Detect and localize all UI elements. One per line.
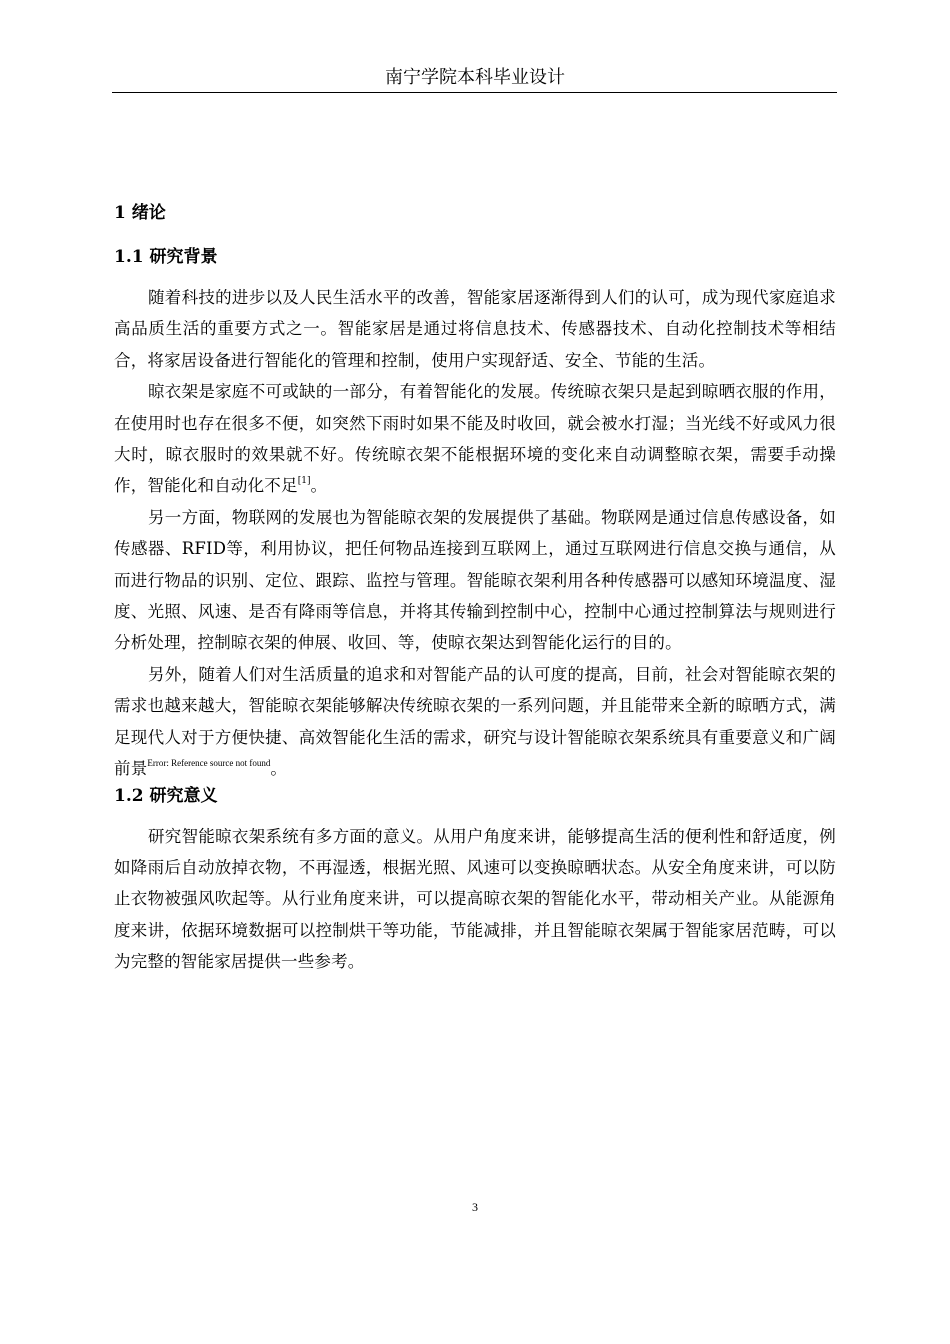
- running-header: 南宁学院本科毕业设计: [385, 67, 565, 88]
- page-number: 3: [472, 1200, 478, 1214]
- section-heading-significance: 1.2 研究意义: [114, 785, 218, 806]
- page-content: [114, 202, 836, 978]
- header-rule: [112, 92, 837, 93]
- paragraph: [114, 282, 836, 376]
- paragraph: [114, 659, 836, 785]
- paragraph-text: 另一方面，物联网的发展也为智能晾衣架的发展提供了基础。物联网是通过信息传感设备，如传感器、RFID等，利用协议，把任何物品连接到互联网上，通过互联网进行信息交换与通信，从而进行物品的识别、定位、跟踪、监控与管理。智能晾衣架利用各种传感器可以感知环境温度、湿度、光照、风速、是否有降雨等信息，并将其传输到控制中心，控制中心通过控制算法与规则进行分析处理，控制晾衣架的伸展、收回、等，使晾衣架达到智能化运行的目的。: [114, 507, 836, 653]
- paragraph: [114, 502, 836, 659]
- citation-marker: [1]: [297, 476, 311, 487]
- citation-error-marker: Error: Reference source not found: [147, 758, 271, 769]
- chapter-heading: 1 绪论: [114, 203, 166, 223]
- section-heading-background: 1.1 研究背景: [114, 247, 218, 267]
- paragraph: [114, 821, 836, 978]
- paragraph-tail: 。: [310, 476, 328, 496]
- paragraph-text: 随着科技的进步以及人民生活水平的改善，智能家居逐渐得到人们的认可，成为现代家庭追求高品质生活的重要方式之一。智能家居是通过将信息技术、传感器技术、自动化控制技术等相结合，将家居设备进行智能化的管理和控制，使用户实现舒适、安全、节能的生活。: [114, 288, 836, 370]
- paragraph: [114, 376, 836, 502]
- paragraph-text: 晾衣架是家庭不可或缺的一部分，有着智能化的发展。传统晾衣架只是起到晾晒衣服的作用，在使用时也存在很多不便，如突然下雨时如果不能及时收回，就会被水打湿；当光线不好或风力很大时，晾衣服时的效果就不好。传统晾衣架不能根据环境的变化来自动调整晾衣架，需要手动操作，智能化和自动化不足: [114, 382, 836, 496]
- paragraph-tail: 。: [270, 759, 288, 779]
- paragraph-text: 研究智能晾衣架系统有多方面的意义。从用户角度来讲，能够提高生活的便利性和舒适度，例如降雨后自动放掉衣物，不再湿透，根据光照、风速可以变换晾晒状态。从安全角度来讲，可以防止衣物被强风吹起等。从行业角度来讲，可以提高晾衣架的智能化水平，带动相关产业。从能源角度来讲，依据环境数据可以控制烘干等功能，节能减排，并且智能晾衣架属于智能家居范畴，可以为完整的智能家居提供一些参考。: [114, 826, 836, 972]
- paragraph-text: 另外，随着人们对生活质量的追求和对智能产品的认可度的提高，目前，社会对智能晾衣架的需求也越来越大，智能晾衣架能够解决传统晾衣架的一系列问题，并且能带来全新的晾晒方式，满足现代人对于方便快捷、高效智能化生活的需求，研究与设计智能晾衣架系统具有重要意义和广阔前景: [114, 664, 836, 779]
